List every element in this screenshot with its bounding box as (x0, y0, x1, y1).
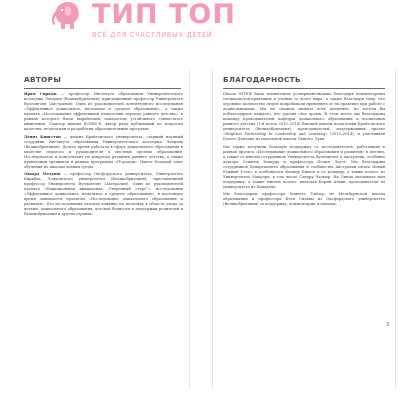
author-entry (24, 92, 183, 132)
thanks-page (212, 70, 396, 388)
author-name: Ирам Сирадж (24, 92, 57, 96)
thanks-paragraph: Мы также получили большую поддержку от исследователей, работавших в рамках проекта «Исследование дошкольного образования и развития» в Англии, а также от многих сотрудников Университета Вуллонгонг в Австралии, особенно доктора Стивена Ховарда и профессора Полин Лоуэт. Мы благодарим сотрудников Департамента образования и сообщества Австралии штата Новый Южный Уэльс, в особенности Фионну Бишоп и ее команду, а также коллег из Университета Макуори, в том числе Сандру Чалмер. Их Линда оказывала нам поддержку, а также многих коллег, включая Корин Аткин, преподавателя из университета из Канадена. (223, 144, 385, 190)
elephant-icon (52, 0, 82, 34)
author-bio: — профессор Оксфордского университета, Университета Биркбек, Лондонского университета (Великобритания); приглашенный профессор Университета Вуллонгонг (Австралия). Один из руководителей проекта «Национальная инициатива „Уверенный старт“», исследования «Эффективное дошкольное, начальное и среднее образование», в настоящее время занимается проектом «Исследование дошкольного образования и развития». Его исследования оказали влияние на политику в области ухода за детьми, дошкольного образования, детской бедности и поддержки родителей в Великобритании и других странах. (24, 172, 183, 217)
author-entry (24, 172, 183, 217)
authors-body (24, 92, 183, 220)
brand-name: ТИП ТОП (92, 0, 236, 30)
author-entry (24, 135, 183, 170)
authors-title-rule (24, 88, 181, 89)
author-bio: — доцент Брайтонского университета, старший научный сотрудник Института образования Университетского колледжа Лондона (Великобритания). Долгое время работала в сфере дошкольного образования в качестве педагога и руководителя в местных органах образования. Исследователь и консультант по вопросам развития раннего детства, а также проведения тренингов в рамках программы «Портадж». Имеет большой опыт обучения по шкалам оценки среды. (24, 134, 183, 169)
page-number: 3 (385, 322, 389, 328)
author-name: Дениз Кингстон (24, 134, 61, 139)
thanks-title-rule (223, 88, 385, 89)
header-logo (0, 0, 400, 44)
author-bio: — профессор Института образования Университетского колледжа Лондона (Великобритания); приглашенный профессор Университета Вуллонгонг (Австралия). Одна из руководителей лонгитюдного исследования «Эффективное дошкольное, начальное и среднее образование», а также проекта «Исследование эффективной педагогики периода раннего детства», в рамках которого были выработаны показатели устойчивого совместного мышления. Соавтор шкалы ECERS-E, автор ряда публикаций по вопросам качества, педагогики и разработки образовательных программ. (24, 92, 183, 132)
thanks-body (223, 92, 385, 210)
authors-title: АВТОРЫ (24, 75, 62, 84)
thanks-title: БЛАГОДАРНОСТЬ (223, 75, 301, 84)
brand-tagline: ВСЁ ДЛЯ СЧАСТЛИВЫХ ДЕТЕЙ (92, 31, 213, 39)
thanks-paragraph: Мы благодарим профессора Хеннетт Тайлер из Мельбурнской школы образования и профессора Кэти Сильвы из Оксфордского университета (Великобритания) за поддержку, комментарии и помощь. (223, 192, 385, 207)
authors-page (4, 70, 190, 388)
author-name: Эдвард Мелуиш (24, 172, 61, 177)
thanks-paragraph: Шкала SSTEW была значительно усовершенствована благодаря комментариям специалистов-практиков и ученых со всего мира, а также благодаря тому, что огромное количество людей попробовали применить ее на практике при работе с дошкольниками. Мы не сможем назвать всех поименно, но хотели бы поблагодарить каждого, кто уделил свое время. В этом месте мы благодарим команду преподавателей кафедры дошкольного образования и воспитания раннего детства (1-й поток 2013–2014) Высшей школы педагогики Брайтонского университета (Великобритания), преподавателей, поддержавших проект «Brighton Partnership in Leadership and Learning» (2015–2014), и участников Белого Фонтана из начальной школы Святого Луки. (223, 92, 385, 142)
